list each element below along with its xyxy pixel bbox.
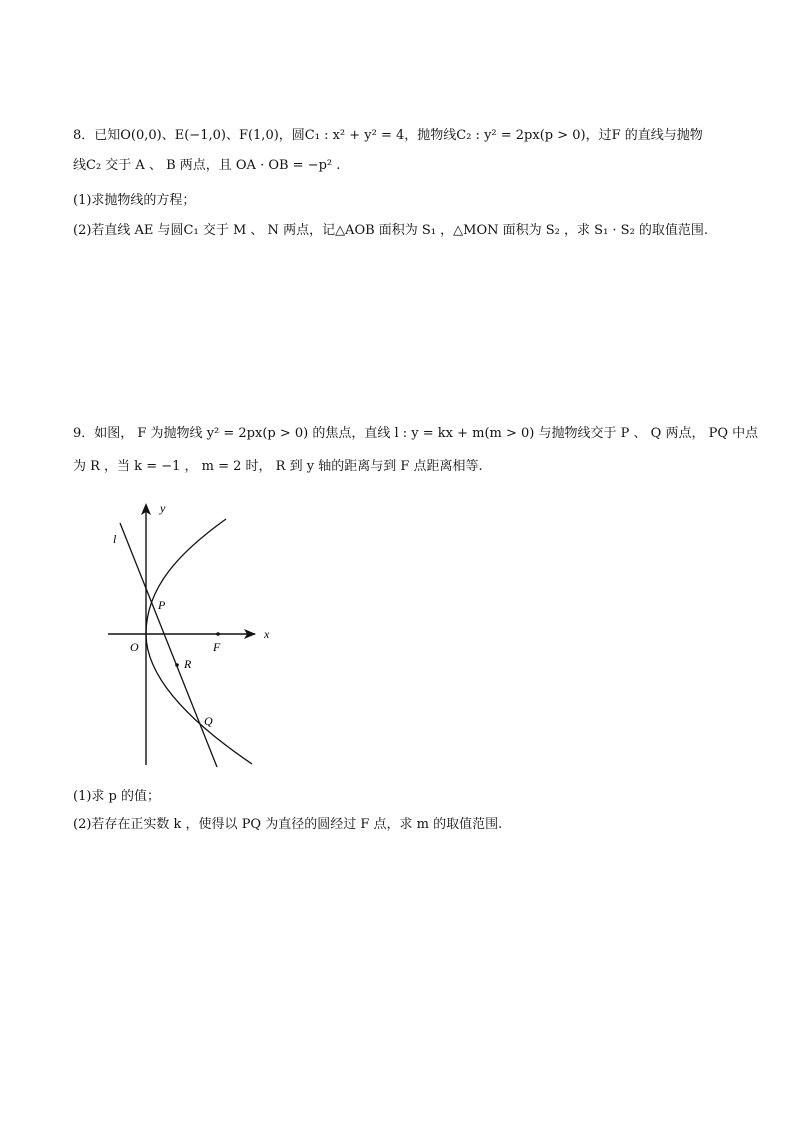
parabola-curve bbox=[146, 519, 252, 764]
problem8-statement-line1: 8．已知O(0,0)、E(−1,0)、F(1,0)，圆C₁ : x² + y² = 4，抛物线C₂ : y² = 2px(p > 0)，过F 的直线与抛物 bbox=[73, 128, 703, 143]
label-point-Q: Q bbox=[204, 714, 213, 728]
problem8-part1: (1)求抛物线的方程； bbox=[73, 193, 196, 208]
label-x-axis: x bbox=[264, 627, 270, 641]
parabola-figure bbox=[100, 497, 270, 772]
label-point-R: R bbox=[184, 657, 192, 671]
problem8-statement-line2: 线C₂ 交于 A 、 B 两点，且 OA · OB = −p² . bbox=[73, 158, 341, 173]
point-R bbox=[175, 663, 179, 667]
label-line-l: l bbox=[113, 532, 117, 546]
parabola-diagram bbox=[100, 497, 270, 772]
label-point-P: P bbox=[158, 598, 166, 612]
label-origin: O bbox=[130, 640, 139, 654]
label-y-axis: y bbox=[160, 501, 166, 515]
problem9-part2: (2)若存在正实数 k ，使得以 PQ 为直径的圆经过 F 点，求 m 的取值范围. bbox=[73, 817, 503, 832]
problem9-statement-line1: 9．如图， F 为抛物线 y² = 2px(p > 0) 的焦点，直线 l : y = kx + m(m > 0) 与抛物线交于 P 、 Q 两点， PQ 中点 bbox=[73, 426, 759, 441]
problem9-part1: (1)求 p 的值； bbox=[73, 789, 161, 804]
problem8-part2: (2)若直线 AE 与圆C₁ 交于 M 、 N 两点，记△AOB 面积为 S₁ ，△MON 面积为 S₂ ，求 S₁ · S₂ 的取值范围. bbox=[73, 223, 709, 238]
label-point-F: F bbox=[213, 640, 221, 654]
problem9-statement-line2: 为 R ，当 k = −1 ， m = 2 时， R 到 y 轴的距离与到 F 点距离相等. bbox=[73, 459, 483, 474]
point-F bbox=[216, 632, 220, 636]
